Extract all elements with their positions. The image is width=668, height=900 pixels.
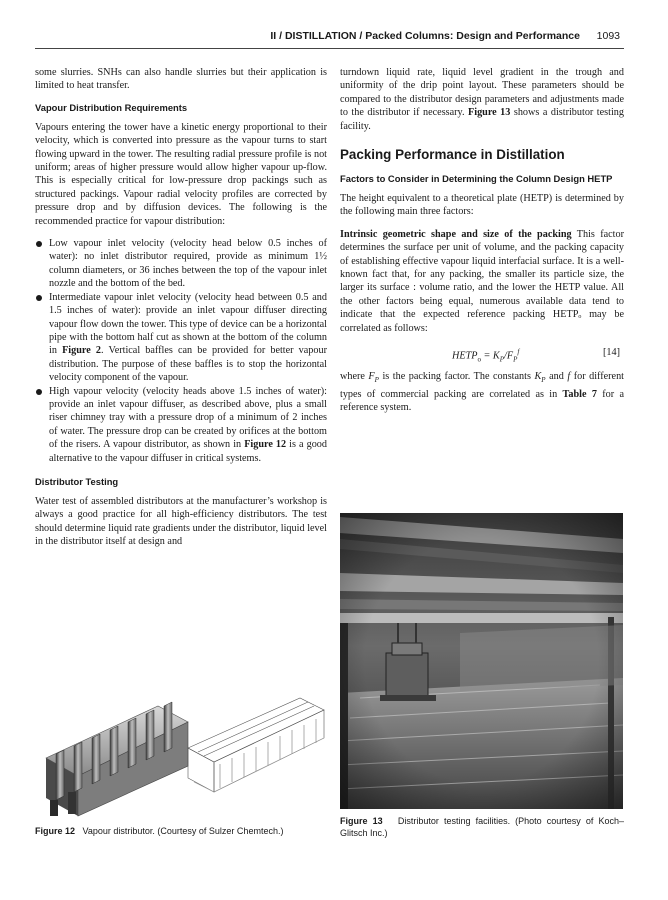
paragraph: turndown liquid rate, liquid level gradient in the trough and uniformity of the drip point layout. These parameters should be compared to the distributor design parameters and adjustments made to the distributor if necessary. Figure 13 shows a distributor testing facility. xyxy=(340,67,624,132)
header-rule xyxy=(35,48,624,49)
paragraph: The height equivalent to a theoretical plate (HETP) is determined by the following main three factors: xyxy=(340,193,624,218)
figure-12-caption: Figure 12 Vapour distributor. (Courtesy of Sulzer Chemtech.) xyxy=(35,826,284,836)
equation-number: [14] xyxy=(603,347,620,359)
subsection-heading-hetp-factors: Factors to Consider in Determining the Column Design HETP xyxy=(340,173,613,185)
figure-12-image xyxy=(38,688,328,818)
bullet-icon xyxy=(36,389,42,395)
paragraph: where $F_P$ is the packing factor. The constants $K_P$ and f for different types of commercial packing are correlated as in Table 7 for a reference system. xyxy=(340,371,625,413)
figure-label: Figure 13 xyxy=(340,816,383,826)
figure-13-caption: Figure 13 Distributor testing facilities. (Photo courtesy of Koch–Glitsch Inc.) xyxy=(340,816,624,838)
paragraph: Intrinsic geometric shape and size of the packing This factor determines the surface per unit of volume, and the packing capacity of establishing effective vapour liquid interfacial surface. It is a well-known fact that, for any packing, the smaller its particle size, the larger its surface : volume ratio, and the lower the HETP value. All the other factors being equal, numerous available data tend to indicate that the expected reference packing HETPₒ may be correlated as follows: xyxy=(340,228,624,334)
recommendation-list xyxy=(35,237,327,465)
list-item: Low vapour inlet velocity (velocity head below 0.5 inches of water): no inlet distributor required, provide as minimum 1½ column diameters, or 36 inches between the top of the vapour inlet nozzle and the bottom of the bed. xyxy=(35,237,327,291)
section-heading-vapour-distribution: Vapour Distribution Requirements xyxy=(35,101,188,113)
section-heading-packing-performance: Packing Performance in Distillation xyxy=(340,147,565,163)
distributor-render-wireframe xyxy=(188,698,324,792)
left-column xyxy=(35,66,327,549)
figure-reference[interactable]: Figure 12 xyxy=(244,439,287,451)
table-reference[interactable]: Table 7 xyxy=(562,388,597,400)
section-heading-distributor-testing: Distributor Testing xyxy=(35,475,119,487)
list-item: Intermediate vapour inlet velocity (velocity head between 0.5 and 1.5 inches of water): provide an inlet vapour diffuser directing vapour flow down the tower. This type of device can be a horizontal pipe with the bottom half cut as shown at the bottom of the column in Figure 2. Vertical baffles can be provided for better vapour distribution. The purpose of these baffles is to stop the horizontal velocity component of the vapour. xyxy=(35,291,327,385)
equation-hetp: $HETP_o = K_P/F_P^f$ xyxy=(452,348,520,364)
page-number: 1093 xyxy=(596,30,620,42)
figure-reference[interactable]: Figure 13 xyxy=(468,107,511,119)
bullet-icon xyxy=(36,295,42,301)
paragraph: Water test of assembled distributors at the manufacturer’s workshop is always a good practice for all high-efficiency distributors. The test should determine liquid rate gradients under the distributor, liquid level in the distributor itself at design and xyxy=(35,495,327,548)
running-title: II / DISTILLATION / Packed Columns: Design and Performance xyxy=(270,30,580,42)
distributor-render-shaded xyxy=(46,702,188,816)
paragraph-lead: Intrinsic geometric shape and size of the packing xyxy=(340,228,572,240)
running-header xyxy=(0,28,668,46)
equation-14 xyxy=(340,344,624,362)
figure-reference[interactable]: Figure 2 xyxy=(62,345,101,357)
right-column xyxy=(340,66,624,414)
paragraph: Vapours entering the tower have a kinetic energy proportional to their velocity, which is converted into pressure as the vapour turns to start flowing upward in the tower. The resulting radial pressure profile is not uniform; areas of higher pressure would allow higher vapour up-flow. This is especially critical for low-pressure drop packings such as structured packings. Vapour radial velocity profiles are corrected by pressure drop and by diffusion devices. The following is the recommended practice for vapour distribution: xyxy=(35,121,327,227)
figure-label: Figure 12 xyxy=(35,826,76,836)
paragraph: some slurries. SNHs can also handle slurries but their application is limited to heat transfer. xyxy=(35,67,327,92)
figure-13-photo xyxy=(340,513,623,809)
bullet-icon xyxy=(36,241,42,247)
list-item: High vapour velocity (velocity heads above 1.5 inches of water): provide an inlet vapour diffuser, as described above, plus a small riser chimney tray with a pressure drop of a minimum of 2 inches of water. The pressure drop can be created by orifices at the bottom of the risers. A vapour distributor, as shown in Figure 12 is a good alternative to the vapour diffuser in critical systems. xyxy=(35,385,327,465)
